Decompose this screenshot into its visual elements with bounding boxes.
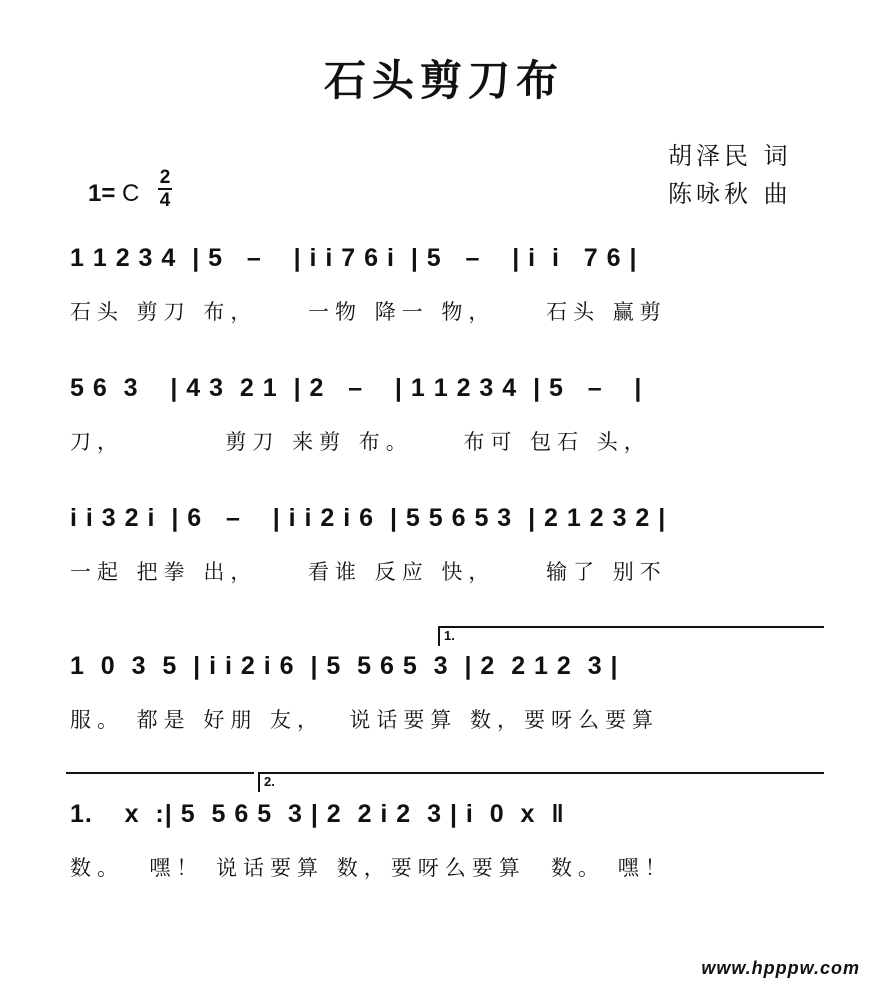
lyricist-credit: 胡泽民 词 (668, 142, 792, 170)
key-letter: C (122, 180, 140, 207)
key-prefix: 1= (88, 180, 116, 207)
score-line-5 (0, 800, 888, 920)
notation-line: i i 3 2 i | 6 – | i i 2 i 6 | 5 5 6 5 3 | 2 1 2 3 2 | (70, 504, 667, 532)
notation-line: 1. x :| 5 5 6 5 3 | 2 2 i 2 3 | i 0 x ‖ (70, 800, 565, 828)
time-signature (158, 168, 172, 210)
notation-line: 5 6 3 | 4 3 2 1 | 2 – | 1 1 2 3 4 | 5 – | (70, 374, 643, 402)
second-ending-bracket (258, 772, 824, 792)
watermark-site: www.hpppw.com (701, 958, 860, 978)
score-line-2 (0, 374, 888, 494)
lyric-line: 刀， 剪刀 来剪 布。 布可 包石 头， (70, 430, 651, 454)
score-line-3 (0, 504, 888, 624)
score-line-4 (0, 652, 888, 772)
score-line-1 (0, 244, 888, 364)
notation-line: 1 1 2 3 4 | 5 – | i i 7 6 i | 5 – | i i 7 6 | (70, 244, 638, 272)
lyric-line: 服。 都是 好朋 友， 说话要算 数，要呀么要算 (70, 708, 660, 732)
notation-line: 1 0 3 5 | i i 2 i 6 | 5 5 6 5 3 | 2 2 1 2 3 | (70, 652, 619, 680)
time-denominator: 4 (159, 190, 171, 211)
lyric-line: 数。 嘿！ 说话要算 数，要呀么要算 数。 嘿！ (70, 856, 672, 880)
lyric-line: 石头 剪刀 布， 一物 降一 物， 石头 赢剪 (70, 300, 667, 324)
lyric-line: 一起 把拳 出， 看谁 反应 快， 输了 别不 (70, 560, 667, 584)
key-signature (88, 180, 139, 208)
time-numerator: 2 (159, 167, 171, 188)
first-ending-label: 1. (444, 628, 455, 643)
song-title: 石头剪刀布 (323, 56, 564, 105)
second-ending-label: 2. (264, 774, 275, 789)
composer-credit: 陈咏秋 曲 (668, 180, 792, 208)
first-ending-bracket (438, 626, 824, 646)
first-ending-continuation (66, 772, 254, 774)
